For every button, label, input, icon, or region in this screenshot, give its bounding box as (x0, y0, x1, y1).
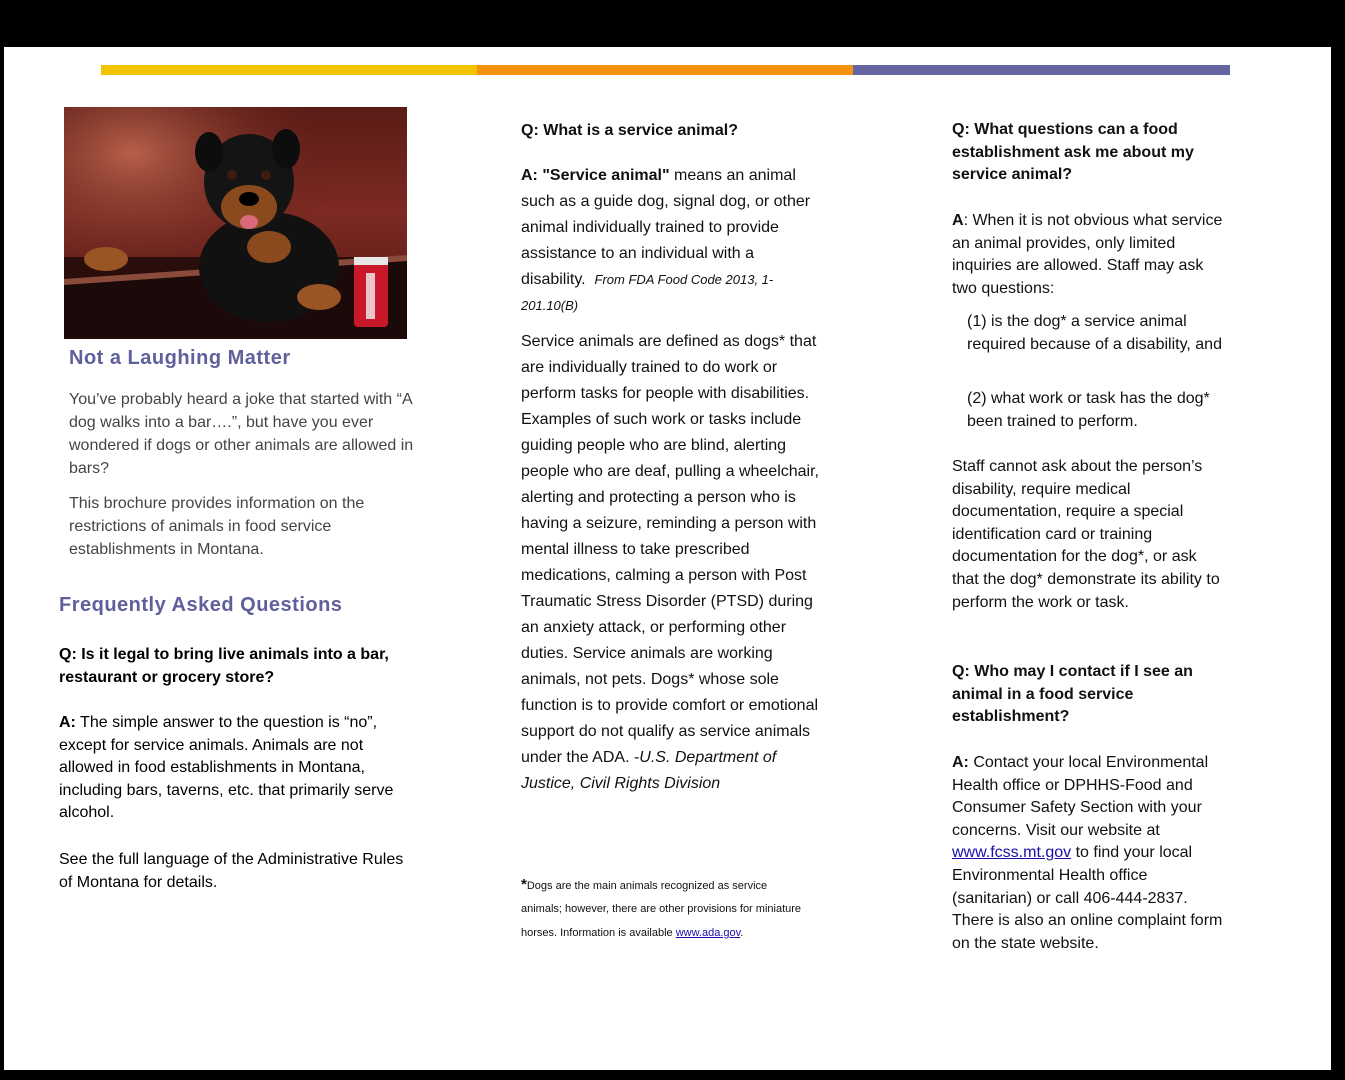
faq-question-1: Q: Is it legal to bring live animals into a bar, restaurant or grocery store? (59, 646, 389, 686)
dog-at-bar-photo (64, 107, 407, 339)
intro-paragraph-2: This brochure provides information on the restrictions of animals in food service establishments in Montana. (69, 495, 365, 558)
footnote-text: Dogs are the main animals recognized as service animals; however, there are other provisions for miniature horses. Information is available (521, 880, 802, 939)
fda-citation: From FDA Food Code 2013, 1-201.10(B) (521, 272, 774, 313)
contact-question: Q: Who may I contact if I see an animal in a food service establishment? (952, 663, 1193, 726)
questions-heading: Q: What questions can a food establishment ask me about my service animal? (952, 121, 1194, 184)
intro-paragraph-1: You’ve probably heard a joke that started with “A dog walks into a bar….”, but have you ever wondered if dogs or other animals are allowed in bars? (69, 391, 414, 477)
doj-source: U.S. Department of Justice, Civil Rights Division (521, 749, 777, 792)
faq-answer-1 (59, 712, 409, 825)
allowed-question-2: (2) what work or task has the dog* been trained to perform. (967, 390, 1210, 430)
brochure-page (4, 47, 1331, 1070)
allowed-question-1: (1) is the dog* a service animal required because of a disability, and (967, 313, 1222, 353)
faq-heading: Frequently Asked Questions (59, 594, 343, 616)
service-definition-paragraph (521, 329, 821, 797)
contact-answer-label: A: (952, 754, 969, 771)
footnote-end: . (740, 926, 744, 939)
service-answer-text: means an animal such as a guide dog, signal dog, or other animal individually trained to provide assistance to an individual with a disability. (521, 167, 811, 288)
service-answer-label: A: "Service animal" (521, 167, 670, 184)
color-band-yellow (101, 65, 477, 75)
answer-text: The simple answer to the question is “no”, except for service animals. Animals are not allowed in food establishments in Montana, including bars, taverns, etc. that primarily serve alcohol. (59, 714, 394, 822)
intro-heading: Not a Laughing Matter (69, 347, 291, 369)
footnote-star: * (521, 876, 527, 893)
ada-link[interactable]: www.ada.gov (675, 926, 741, 939)
service-definition-text: Service animals are defined as dogs* that are individually trained to do work or perform tasks for people with disabilities. Examples of such work or tasks include guiding people who are blind, alerting people who are deaf, pulling a wheelchair, alerting and protecting a person who is having a seizure, reminding a person with mental illness to take prescribed medications, calming a person with Post Traumatic Stress Disorder (PTSD) during an anxiety attack, or performing other duties. Service animals are working animals, not pets. Dogs* whose sole function is to provide comfort or emotional support do not qualify as service animals under the ADA. - (521, 333, 819, 766)
staff-cannot-ask: Staff cannot ask about the person’s disability, require medical documentation, require a special identification card or training documentation for the dog*, or ask that the dog* demonstrate its ability to perform the work or task. (952, 458, 1220, 611)
color-band-purple (853, 65, 1230, 75)
see-full-language: See the full language of the Administrative Rules of Montana for details. (59, 851, 404, 891)
contact-text-1: Contact your local Environmental Health office or DPHHS-Food and Consumer Safety Section with your concerns. Visit our website at (952, 754, 1209, 839)
questions-answer (952, 210, 1227, 300)
color-band-orange (477, 65, 853, 75)
questions-answer-label: A (952, 212, 964, 229)
fcss-link[interactable]: www.fcss.mt.gov (952, 844, 1072, 862)
answer-label: A: (59, 714, 76, 731)
footnote (521, 873, 811, 945)
questions-answer-text: : When it is not obvious what service an animal provides, only limited inquiries are allowed. Staff may ask two questions: (952, 212, 1223, 297)
service-question: Q: What is a service animal? (521, 122, 738, 139)
contact-answer (952, 752, 1227, 955)
service-answer (521, 163, 821, 319)
contact-text-2: to find your local Environmental Health office (sanitarian) or call 406-444-2837. There is also an online complaint form on the state website. (952, 844, 1223, 952)
